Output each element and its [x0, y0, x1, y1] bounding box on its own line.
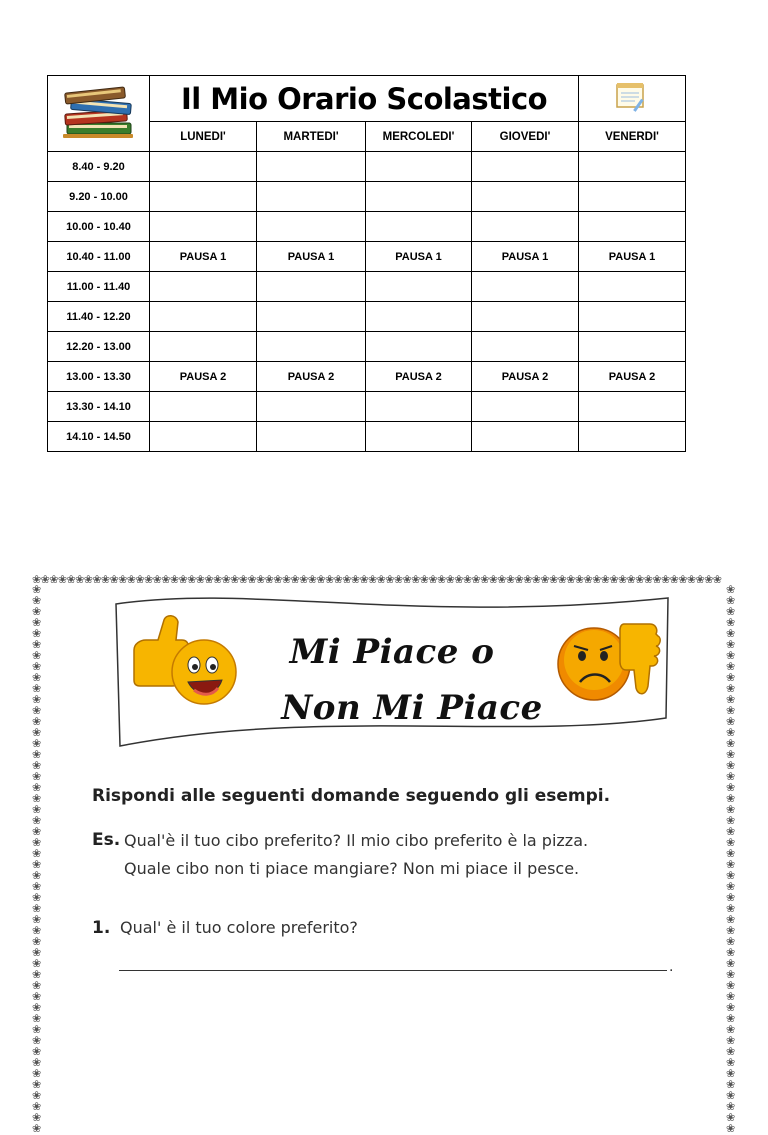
worksheet [32, 573, 737, 1135]
instruction-text: Rispondi alle seguenti domande seguendo gli esempi. [92, 786, 611, 806]
day-header-tuesday: MARTEDI' [257, 122, 366, 152]
lesson-cell[interactable] [579, 182, 686, 212]
break-cell[interactable]: PAUSA 1 [257, 242, 366, 272]
schedule-row [48, 362, 686, 392]
lesson-cell[interactable] [366, 302, 472, 332]
lesson-cell[interactable] [150, 212, 257, 242]
lesson-cell[interactable] [150, 332, 257, 362]
lesson-cell[interactable] [366, 422, 472, 452]
lesson-cell[interactable] [257, 152, 366, 182]
schedule-row [48, 332, 686, 362]
lesson-cell[interactable] [472, 392, 579, 422]
lesson-cell[interactable] [579, 302, 686, 332]
lesson-cell[interactable] [366, 392, 472, 422]
break-cell[interactable]: PAUSA 2 [150, 362, 257, 392]
lesson-cell[interactable] [579, 272, 686, 302]
decorative-border-right: ❀❀❀❀❀❀❀❀❀❀❀❀❀❀❀❀❀❀❀❀❀❀❀❀❀❀❀❀❀❀❀❀❀❀❀❀❀❀❀❀❀❀❀❀❀❀❀❀❀❀ [726, 583, 736, 1135]
time-slot: 9.20 - 10.00 [48, 182, 150, 212]
lesson-cell[interactable] [150, 302, 257, 332]
lesson-cell[interactable] [366, 182, 472, 212]
lesson-cell[interactable] [150, 152, 257, 182]
day-header-wednesday: MERCOLEDI' [366, 122, 472, 152]
answer-line[interactable] [119, 970, 667, 971]
lesson-cell[interactable] [257, 182, 366, 212]
lesson-cell[interactable] [150, 422, 257, 452]
example-line-1: Qual'è il tuo cibo preferito? Il mio cibo preferito è la pizza. [124, 831, 589, 850]
decorative-border-top: ❀❀❀❀❀❀❀❀❀❀❀❀❀❀❀❀❀❀❀❀❀❀❀❀❀❀❀❀❀❀❀❀❀❀❀❀❀❀❀❀❀❀❀❀❀❀❀❀❀❀❀❀❀❀❀❀❀❀❀❀❀❀❀❀❀❀❀❀❀❀❀❀❀❀❀❀❀❀❀❀ [32, 573, 722, 586]
lesson-cell[interactable] [472, 152, 579, 182]
notepad-icon [613, 81, 651, 113]
schedule-body [48, 152, 686, 452]
break-cell[interactable]: PAUSA 1 [150, 242, 257, 272]
schedule-table [47, 75, 686, 452]
schedule-row [48, 182, 686, 212]
lesson-cell[interactable] [366, 212, 472, 242]
lesson-cell[interactable] [579, 422, 686, 452]
schedule-row [48, 422, 686, 452]
break-cell[interactable]: PAUSA 2 [257, 362, 366, 392]
lesson-cell[interactable] [257, 272, 366, 302]
books-icon [59, 81, 139, 143]
lesson-cell[interactable] [150, 392, 257, 422]
schedule-row [48, 212, 686, 242]
time-slot: 10.40 - 11.00 [48, 242, 150, 272]
lesson-cell[interactable] [472, 212, 579, 242]
notepad-cell [579, 76, 686, 122]
lesson-cell[interactable] [366, 332, 472, 362]
lesson-cell[interactable] [579, 152, 686, 182]
schedule-title: Il Mio Orario Scolastico [150, 76, 579, 122]
schedule-row [48, 392, 686, 422]
lesson-cell[interactable] [472, 182, 579, 212]
schedule-row [48, 152, 686, 182]
lesson-cell[interactable] [472, 332, 579, 362]
lesson-cell[interactable] [366, 272, 472, 302]
schedule-row [48, 242, 686, 272]
lesson-cell[interactable] [472, 272, 579, 302]
lesson-cell[interactable] [472, 422, 579, 452]
lesson-cell[interactable] [257, 212, 366, 242]
time-slot: 11.40 - 12.20 [48, 302, 150, 332]
schedule-row [48, 302, 686, 332]
break-cell[interactable]: PAUSA 1 [366, 242, 472, 272]
break-cell[interactable]: PAUSA 1 [579, 242, 686, 272]
answer-end-period: . [669, 958, 674, 975]
lesson-cell[interactable] [150, 182, 257, 212]
lesson-cell[interactable] [579, 392, 686, 422]
schedule-row [48, 272, 686, 302]
lesson-cell[interactable] [257, 392, 366, 422]
lesson-cell[interactable] [150, 272, 257, 302]
example-label: Es. [92, 830, 121, 850]
time-slot: 8.40 - 9.20 [48, 152, 150, 182]
day-header-monday: LUNEDI' [150, 122, 257, 152]
decorative-border-left: ❀❀❀❀❀❀❀❀❀❀❀❀❀❀❀❀❀❀❀❀❀❀❀❀❀❀❀❀❀❀❀❀❀❀❀❀❀❀❀❀❀❀❀❀❀❀❀❀❀❀ [32, 583, 42, 1135]
break-cell[interactable]: PAUSA 2 [472, 362, 579, 392]
lesson-cell[interactable] [257, 422, 366, 452]
lesson-cell[interactable] [366, 152, 472, 182]
example-line-2: Quale cibo non ti piace mangiare? Non mi piace il pesce. [124, 859, 580, 878]
lesson-cell[interactable] [257, 302, 366, 332]
lesson-cell[interactable] [579, 212, 686, 242]
time-slot: 10.00 - 10.40 [48, 212, 150, 242]
time-slot: 12.20 - 13.00 [48, 332, 150, 362]
books-cell [48, 76, 150, 152]
break-cell[interactable]: PAUSA 2 [579, 362, 686, 392]
time-slot: 11.00 - 11.40 [48, 272, 150, 302]
time-slot: 13.00 - 13.30 [48, 362, 150, 392]
banner-title-line1: Mi Piace o [289, 632, 495, 672]
lesson-cell[interactable] [579, 332, 686, 362]
question-text: Qual' è il tuo colore preferito? [120, 918, 358, 937]
day-header-friday: VENERDI' [579, 122, 686, 152]
title-banner [114, 590, 670, 750]
break-cell[interactable]: PAUSA 1 [472, 242, 579, 272]
banner-title-line2: Non Mi Piace [281, 688, 543, 728]
time-slot: 13.30 - 14.10 [48, 392, 150, 422]
lesson-cell[interactable] [257, 332, 366, 362]
time-slot: 14.10 - 14.50 [48, 422, 150, 452]
lesson-cell[interactable] [472, 302, 579, 332]
break-cell[interactable]: PAUSA 2 [366, 362, 472, 392]
day-header-thursday: GIOVEDI' [472, 122, 579, 152]
question-number: 1. [92, 918, 111, 938]
